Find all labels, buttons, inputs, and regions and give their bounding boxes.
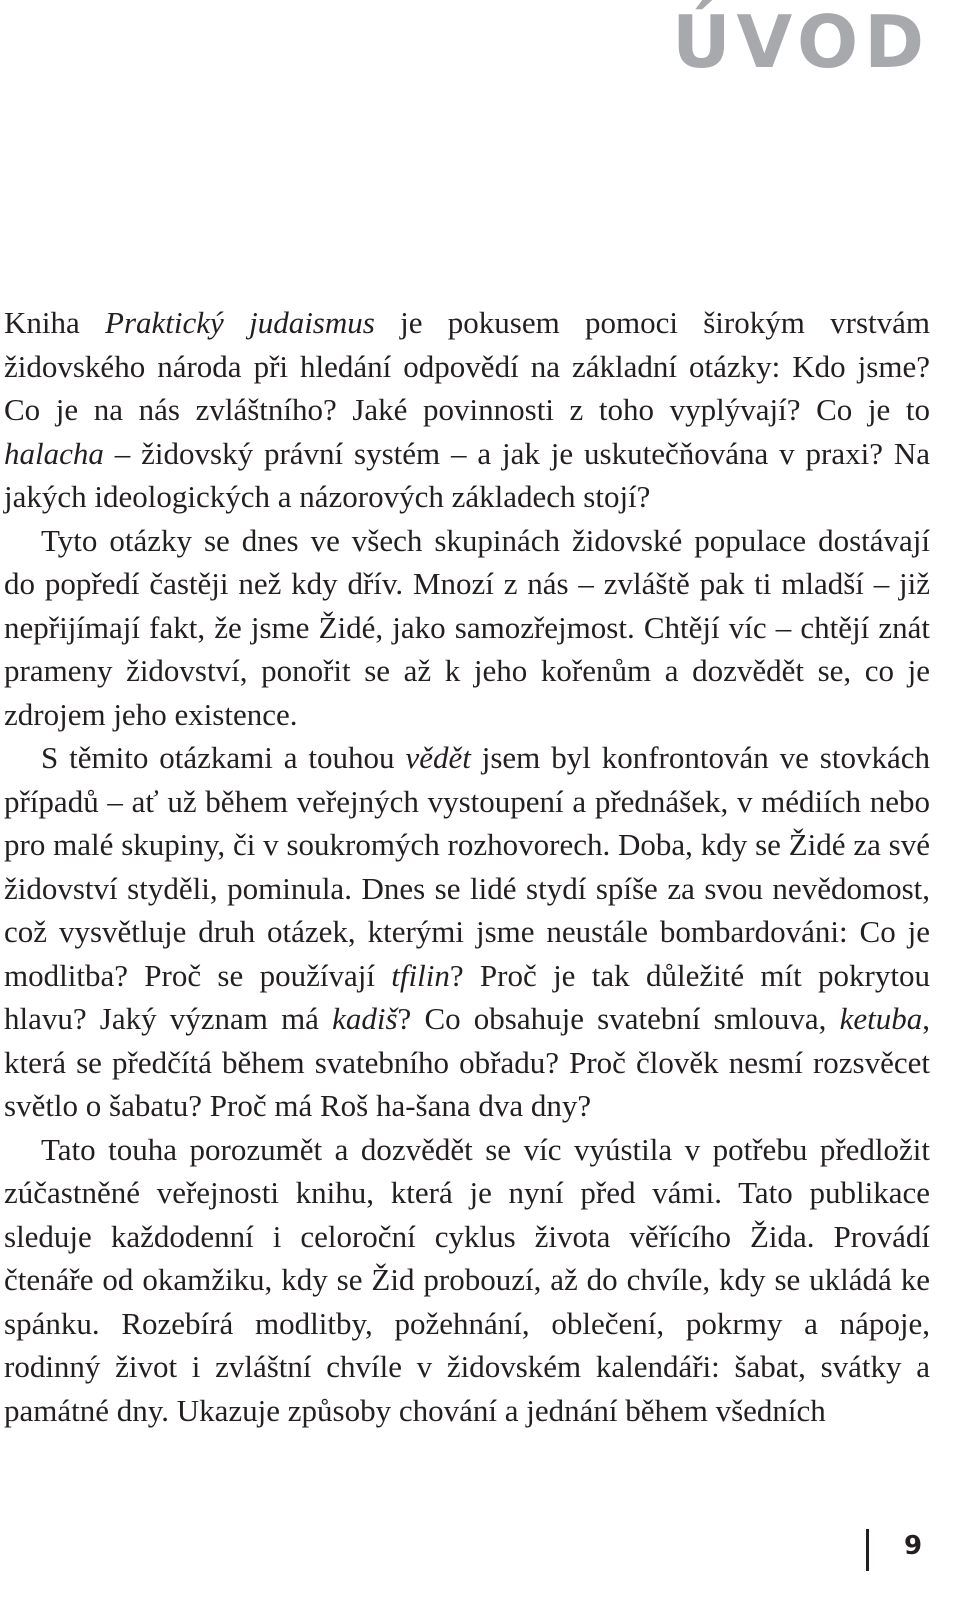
paragraph-2 [4,519,930,737]
italic-term: kadiš [332,1001,398,1036]
italic-term: Praktický judaismus [105,305,375,340]
paragraph-1 [4,301,930,519]
text-run: – židovský právní systém – a jak je uskutečňována v praxi? Na jakých ideologických a názorových základech stojí? [4,435,930,514]
text-run: S těmito otázkami a touhou [41,740,406,775]
text-run: jsem byl konfrontován ve stovkách případů – ať už během veřejných vystoupení a přednášek, v médiích nebo pro malé skupiny, či v soukromých rozhovorech. Doba, kdy se Židé za své židovství styděli, pominula. Dnes se lidé stydí spíše za svou nevědomost, což vysvětluje druh otázek, kterými jsme neustále bombardováni: Co je modlitba? Proč se používají [4,740,930,993]
body-text [4,301,930,1432]
italic-term: vědět [405,740,471,775]
folio [866,1529,926,1571]
text-run: je pokusem pomoci širokým vrstvám židovského národa při hledání odpovědí na základní otázky: Kdo jsme? Co je na nás zvláštního? Jaké povinnosti z toho vyplývají? Co je to [4,305,930,427]
paragraph-3 [4,736,930,1128]
italic-term: ketuba [839,1001,923,1036]
page-number: 9 [904,1531,923,1561]
text-run: Tato touha porozumět a dozvědět se víc vyústila v potřebu předložit zúčastněné veřejnosti knihu, která je nyní před vámi. Tato publikace sleduje každodenní i celoroční cyklus života věřícího Žida. Provádí čtenáře od okamžiku, kdy se Žid probouzí, až do chvíle, kdy se ukládá ke spánku. Rozebírá modlitby, požehnání, oblečení, pokrmy a nápoje, rodinný život i zvláštní chvíle v židovském kalendáři: šabat, svátky a památné dny. Ukazuje způsoby chování a jednání během všedních [4,1131,930,1428]
chapter-title: ÚVOD [672,0,930,84]
folio-rule [866,1529,869,1571]
text-run: ? Proč je tak důležité mít pokrytou hlavu? Jaký význam má [4,957,930,1036]
text-run: Tyto otázky se dnes ve všech skupinách židovské populace dostávají do popředí častěji než kdy dřív. Mnozí z nás – zvláště pak ti mladší – již nepřijímají fakt, že jsme Židé, jako samozřejmost. Chtějí víc – chtějí znát prameny židovství, ponořit se až k jeho kořenům a dozvědět se, co je zdrojem jeho existence. [4,522,930,732]
text-run: Kniha [4,305,106,340]
paragraph-4 [4,1128,930,1433]
italic-term: tfilin [391,957,450,993]
italic-term: halacha [4,435,104,471]
text-run: , která se předčítá během svatebního obřadu? Proč člověk nesmí rozsvěcet světlo o šabatu? Proč má Roš ha-šana dva dny? [4,1001,930,1123]
text-run: ? Co obsahuje svatební smlouva, [397,1001,840,1036]
